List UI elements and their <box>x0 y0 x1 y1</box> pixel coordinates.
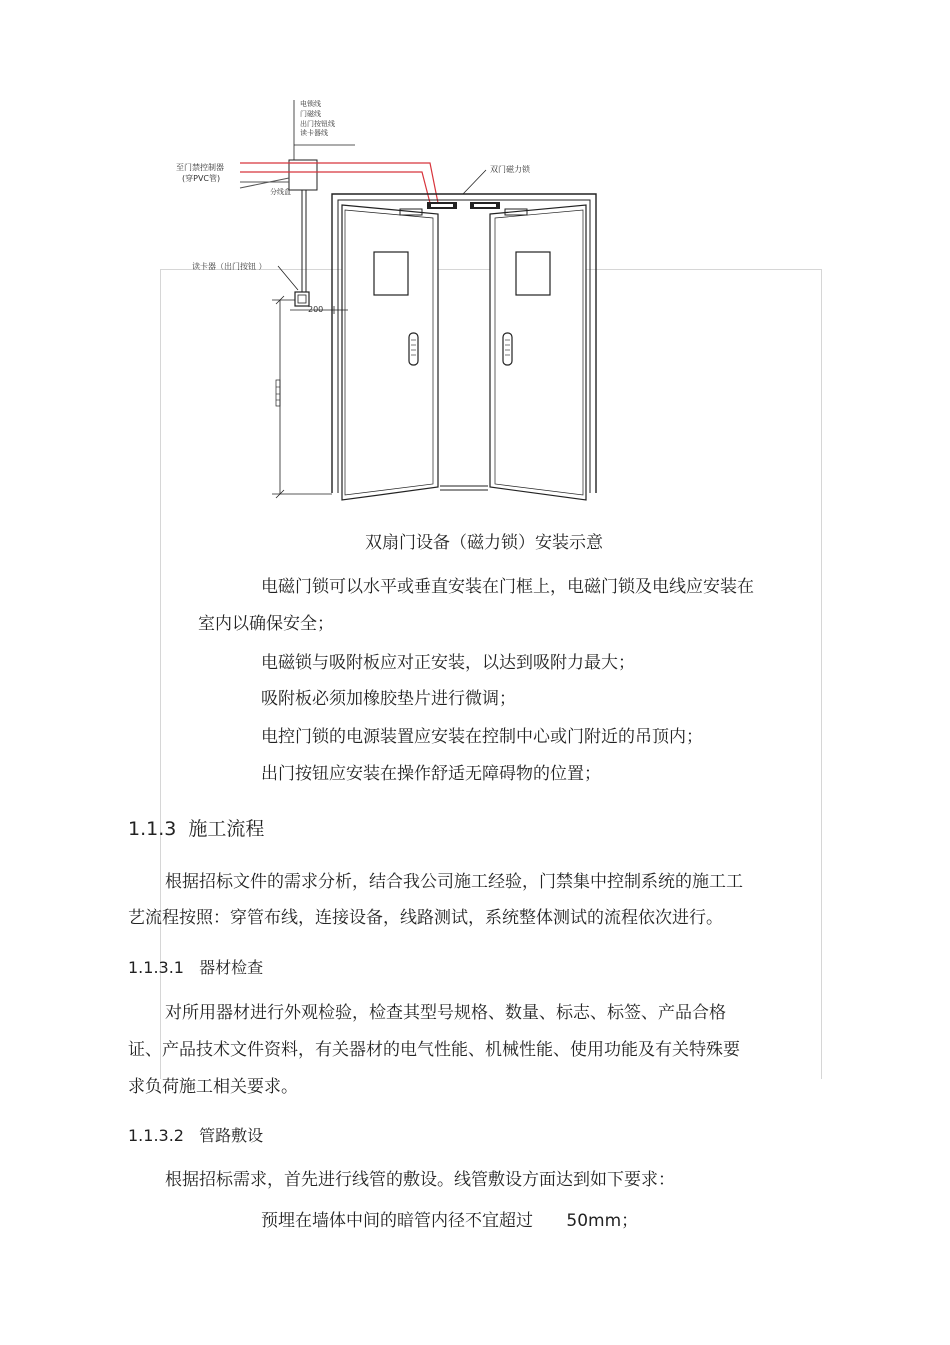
section-number: 1.1.3.2 <box>128 1126 184 1145</box>
paragraph-line: 出门按钮应安装在操作舒适无障碍物的位置； <box>261 764 601 784</box>
section-heading-1-1-3 <box>128 820 264 839</box>
section-number: 1.1.3.1 <box>128 958 184 977</box>
reader-label: 读卡器（出门按钮 ） <box>192 262 267 271</box>
junction-box-label: 分线盒 <box>270 188 291 196</box>
pvc-pipe-label: (穿PVC管) <box>182 174 221 183</box>
paragraph-line: 根据招标文件的需求分析，结合我公司施工经验，门禁集中控制系统的施工工 <box>165 872 743 892</box>
wire-label-exit-button: 出门按钮线 <box>300 120 335 128</box>
section-heading-1-1-3-2 <box>128 1128 263 1144</box>
wire-label-door-sensor: 门磁线 <box>300 110 321 118</box>
controller-label: 至门禁控制器 <box>176 163 224 172</box>
paragraph-line: 根据招标需求，首先进行线管的敷设。线管敷设方面达到如下要求： <box>165 1170 675 1190</box>
dimension-200: 200 <box>308 305 324 314</box>
card-reader <box>295 292 309 306</box>
paragraph-line: 求负荷施工相关要求。 <box>128 1077 298 1097</box>
paragraph-line: 对所用器材进行外观检验，检查其型号规格、数量、标志、标签、产品合格 <box>165 1003 726 1023</box>
paragraph-line <box>261 1213 638 1230</box>
section-heading-1-1-3-1 <box>128 960 263 976</box>
paragraph-line: 室内以确保安全； <box>198 614 334 634</box>
section-number: 1.1.3 <box>128 818 177 840</box>
left-door-leaf <box>342 205 438 500</box>
paragraph-line: 电控门锁的电源装置应安装在控制中心或门附近的吊顶内； <box>261 727 703 747</box>
pipe-requirement-text: 预埋在墙体中间的暗管内径不宜超过 <box>261 1211 533 1231</box>
paragraph-line: 吸附板必须加橡胶垫片进行微调； <box>261 689 516 709</box>
height-dimension-mark <box>276 380 280 406</box>
right-door-leaf <box>490 205 586 500</box>
wire-label-lock: 电锁线 <box>300 100 321 108</box>
door-installation-diagram <box>0 0 950 520</box>
section-title: 施工流程 <box>188 818 265 840</box>
pipe-diameter-value: 50mm； <box>566 1211 639 1231</box>
section-title: 器材检查 <box>199 958 264 977</box>
diagram-caption: 双扇门设备（磁力锁）安装示意 <box>365 533 603 553</box>
junction-box <box>289 160 317 190</box>
paragraph-line: 电磁门锁可以水平或垂直安装在门框上，电磁门锁及电线应安装在 <box>261 577 754 597</box>
section-title: 管路敷设 <box>199 1126 264 1145</box>
wire-label-reader: 读卡器线 <box>300 129 328 137</box>
paragraph-line: 证、产品技术文件资料，有关器材的电气性能、机械性能、使用功能及有关特殊要 <box>128 1040 740 1060</box>
paragraph-line: 电磁锁与吸附板应对正安装，以达到吸附力最大； <box>261 653 635 673</box>
lock-label: 双门磁力锁 <box>490 165 530 174</box>
paragraph-line: 艺流程按照：穿管布线，连接设备，线路测试，系统整体测试的流程依次进行。 <box>128 908 723 928</box>
